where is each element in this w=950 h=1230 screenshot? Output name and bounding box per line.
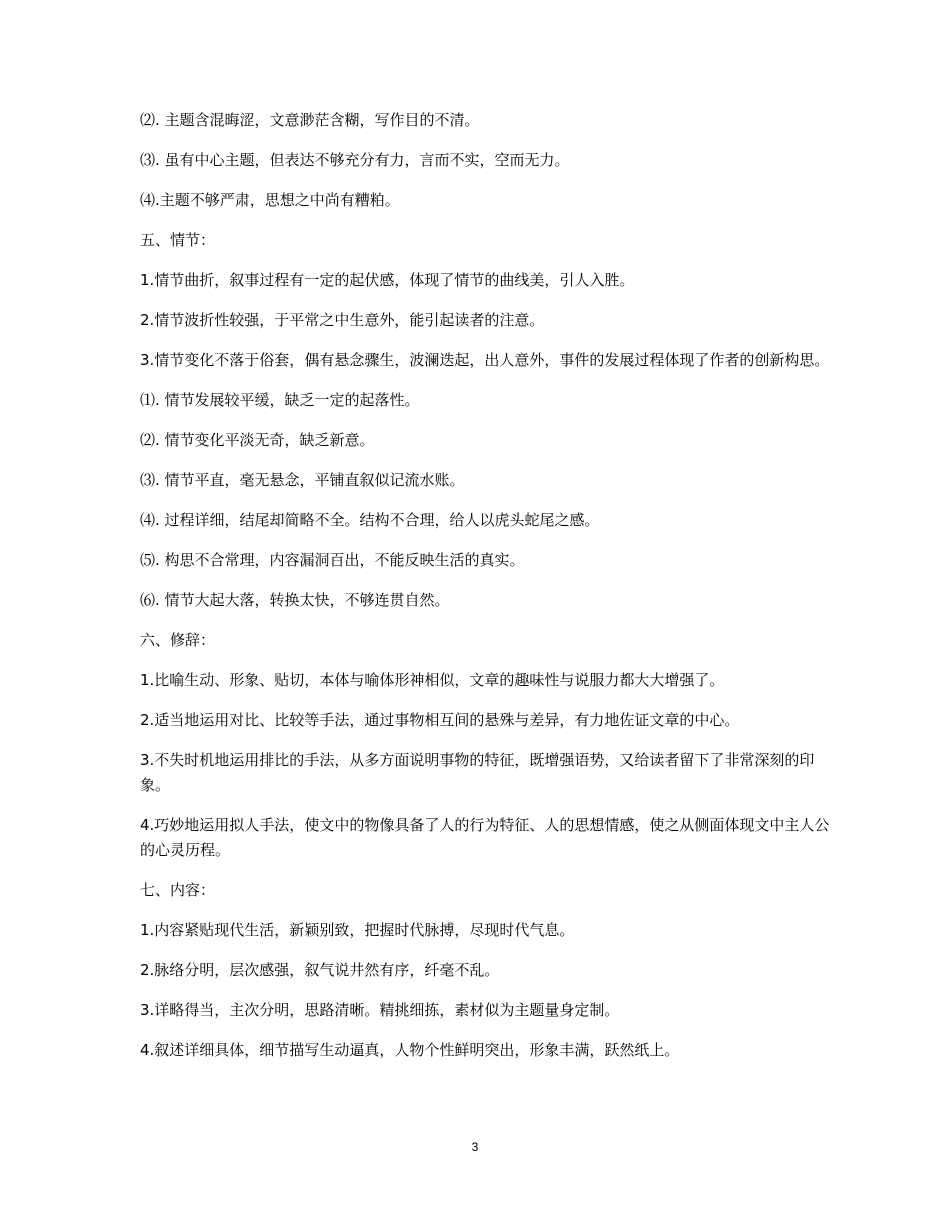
paragraph-rhetoric-2: 2.适当地运用对比、比较等手法，通过事物相互间的悬殊与差异，有力地佐证文章的中心。 xyxy=(140,711,740,729)
paragraph-plot-flaw-4: ⑷. 过程详细，结尾却简略不全。结构不合理，给人以虎头蛇尾之感。 xyxy=(140,511,600,529)
paragraph-content-1: 1.内容紧贴现代生活，新颖别致，把握时代脉搏，尽现时代气息。 xyxy=(140,921,575,939)
paragraph-theme-item-4: ⑷.主题不够严肃，思想之中尚有糟粕。 xyxy=(140,191,400,209)
section-heading-content: 七、内容： xyxy=(140,881,216,899)
section-heading-plot: 五、情节： xyxy=(140,231,216,249)
document-body xyxy=(140,108,830,1078)
paragraph-rhetoric-1: 1.比喻生动、形象、贴切，本体与喻体形神相似，文章的趣味性与说服力都大大增强了。 xyxy=(140,671,725,689)
paragraph-plot-flaw-5: ⑸. 构思不合常理，内容漏洞百出，不能反映生活的真实。 xyxy=(140,551,525,569)
paragraph-plot-flaw-2: ⑵. 情节变化平淡无奇，缺乏新意。 xyxy=(140,431,375,449)
paragraph-rhetoric-4: 4.巧妙地运用拟人手法，使文中的物像具备了人的行为特征、人的思想情感，使之从侧面体现文中主人公的心灵历程。 xyxy=(140,816,830,859)
paragraph-content-4: 4.叙述详细具体，细节描写生动逼真，人物个性鲜明突出，形象丰满，跃然纸上。 xyxy=(140,1041,680,1059)
paragraph-plot-flaw-1: ⑴. 情节发展较平缓，缺乏一定的起落性。 xyxy=(140,391,420,409)
paragraph-theme-item-3: ⑶. 虽有中心主题，但表达不够充分有力，言而不实，空而无力。 xyxy=(140,151,570,169)
paragraph-rhetoric-3: 3.不失时机地运用排比的手法，从多方面说明事物的特征，既增强语势，又给读者留下了非常深刻的印象。 xyxy=(140,751,815,794)
paragraph-plot-merit-1: 1.情节曲折，叙事过程有一定的起伏感，体现了情节的曲线美，引人入胜。 xyxy=(140,271,635,289)
paragraph-content-2: 2.脉络分明，层次感强，叙气说井然有序，纤毫不乱。 xyxy=(140,961,500,979)
paragraph-plot-flaw-6: ⑹. 情节大起大落，转换太快，不够连贯自然。 xyxy=(140,591,450,609)
paragraph-plot-merit-2: 2.情节波折性较强，于平常之中生意外，能引起读者的注意。 xyxy=(140,311,545,329)
section-heading-rhetoric: 六、修辞： xyxy=(140,631,216,649)
paragraph-plot-flaw-3: ⑶. 情节平直，毫无悬念，平铺直叙似记流水账。 xyxy=(140,471,465,489)
page-number: 3 xyxy=(471,1140,479,1154)
paragraph-content-3: 3.详略得当，主次分明，思路清晰。精挑细拣，素材似为主题量身定制。 xyxy=(140,1001,620,1019)
paragraph-plot-merit-3: 3.情节变化不落于俗套，偶有悬念骤生，波澜迭起，出人意外，事件的发展过程体现了作者的创新构思。 xyxy=(140,351,830,369)
paragraph-theme-item-2: ⑵. 主题含混晦涩，文意渺茫含糊，写作目的不清。 xyxy=(140,111,480,129)
